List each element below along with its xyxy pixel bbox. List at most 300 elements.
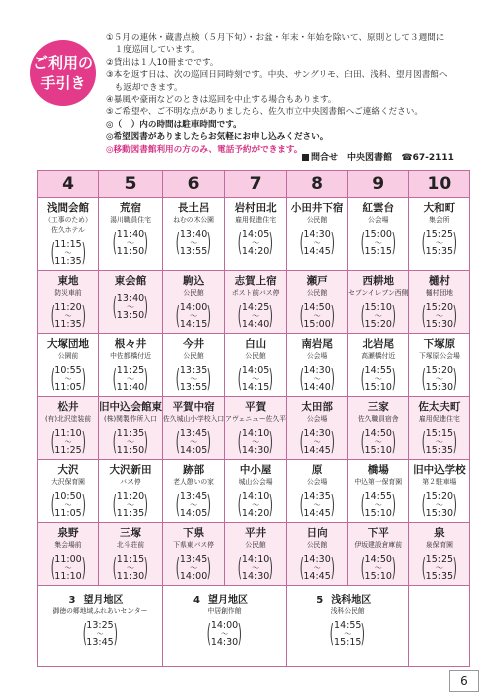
tilde-icon: 〜 bbox=[126, 374, 134, 383]
close-paren-icon: ) bbox=[330, 364, 335, 393]
time-range bbox=[419, 362, 460, 396]
end-time: 15:35 bbox=[425, 570, 454, 582]
start-time: 14:50 bbox=[364, 427, 392, 439]
open-paren-icon: ( bbox=[299, 364, 304, 393]
open-paren-icon: ( bbox=[360, 301, 365, 330]
start-time: 15:25 bbox=[425, 553, 454, 565]
start-time: 11:25 bbox=[116, 364, 145, 376]
time-range bbox=[110, 290, 151, 324]
stop-cell bbox=[409, 397, 470, 460]
stop-cell bbox=[99, 460, 163, 523]
stop-name: 跡部 bbox=[183, 464, 205, 476]
stop-name: 駒込 bbox=[183, 275, 205, 287]
tilde-icon: 〜 bbox=[435, 563, 443, 572]
time-range bbox=[173, 425, 214, 459]
start-time: 11:20 bbox=[116, 490, 145, 502]
time-stack bbox=[180, 230, 207, 257]
day-header: 9 bbox=[348, 171, 409, 198]
stop-name: 佐太夫町 bbox=[418, 401, 461, 413]
close-paren-icon: ) bbox=[81, 364, 86, 393]
start-time: 14:05 bbox=[241, 228, 270, 240]
end-time: 15:10 bbox=[364, 444, 392, 456]
close-paren-icon: ) bbox=[81, 238, 86, 267]
tilde-icon: 〜 bbox=[190, 500, 198, 509]
tilde-icon: 〜 bbox=[64, 248, 72, 257]
time-stack bbox=[242, 303, 269, 330]
end-time: 15:30 bbox=[425, 507, 454, 519]
stop-row bbox=[38, 523, 470, 586]
stop-name: 泉 bbox=[434, 527, 445, 539]
stop-name: 平賀中宿 bbox=[172, 401, 215, 413]
stop-cell bbox=[38, 271, 99, 334]
time-range bbox=[235, 551, 276, 585]
end-time: 14:40 bbox=[241, 318, 270, 330]
time-range bbox=[358, 299, 399, 333]
open-paren-icon: ( bbox=[360, 490, 365, 519]
open-paren-icon: ( bbox=[237, 228, 243, 257]
close-paren-icon: ) bbox=[452, 301, 458, 330]
tilde-icon: 〜 bbox=[64, 437, 72, 446]
stop-place: 老人憩いの家 bbox=[173, 478, 214, 486]
close-paren-icon: ) bbox=[113, 619, 118, 648]
stop-cell bbox=[409, 334, 470, 397]
time-range bbox=[235, 362, 276, 396]
time-stack bbox=[365, 492, 392, 519]
stop-place: 公会場 bbox=[306, 352, 328, 360]
guide-badge bbox=[30, 40, 96, 106]
stop-cell bbox=[38, 334, 99, 397]
close-paren-icon: ) bbox=[391, 228, 397, 257]
time-stack bbox=[117, 555, 144, 582]
note-6: ◎（ ）内の時間は駐車時間です。 bbox=[106, 119, 242, 130]
end-time: 15:30 bbox=[425, 318, 454, 330]
open-paren-icon: ( bbox=[175, 364, 181, 393]
end-time: 11:05 bbox=[54, 507, 82, 519]
stop-cell bbox=[287, 334, 348, 397]
end-time: 11:35 bbox=[54, 255, 82, 267]
start-time: 11:15 bbox=[116, 553, 145, 565]
tilde-icon: 〜 bbox=[64, 311, 72, 320]
tilde-icon: 〜 bbox=[252, 374, 260, 383]
time-range bbox=[48, 236, 89, 270]
stop-name: 西耕地 bbox=[362, 275, 394, 287]
time-stack bbox=[54, 303, 81, 330]
close-paren-icon: ) bbox=[237, 619, 243, 648]
time-range bbox=[358, 551, 399, 585]
end-time: 14:45 bbox=[303, 507, 331, 519]
time-stack bbox=[54, 366, 81, 393]
stop-cell bbox=[409, 523, 470, 586]
time-stack bbox=[334, 621, 361, 648]
stop-cell bbox=[163, 198, 225, 271]
close-paren-icon: ) bbox=[361, 619, 366, 648]
start-time: 11:15 bbox=[54, 238, 82, 250]
stop-name: 大塚団地 bbox=[47, 338, 89, 350]
stop-cell bbox=[38, 460, 99, 523]
time-range bbox=[173, 488, 214, 522]
time-stack bbox=[365, 429, 392, 456]
stop-name: 日向 bbox=[306, 527, 328, 539]
open-paren-icon: ( bbox=[360, 228, 365, 257]
time-stack bbox=[303, 366, 330, 393]
stop-name: 浅間会館 bbox=[47, 202, 89, 214]
area-name: 望月地区 bbox=[208, 595, 249, 606]
note-2: ②貸出は１人10冊までです。 bbox=[106, 57, 219, 68]
time-stack bbox=[54, 429, 81, 456]
stop-place: 集会場前 bbox=[54, 541, 82, 549]
open-paren-icon: ( bbox=[112, 292, 118, 321]
time-range bbox=[48, 488, 89, 522]
area-day: 3 bbox=[68, 595, 76, 606]
square-icon bbox=[302, 154, 309, 161]
stop-cell bbox=[225, 460, 287, 523]
end-time: 11:50 bbox=[116, 245, 145, 257]
stop-place: 北斗荘前 bbox=[116, 541, 145, 549]
close-paren-icon: ) bbox=[143, 427, 149, 456]
close-paren-icon: ) bbox=[143, 553, 149, 582]
close-paren-icon: ) bbox=[268, 228, 274, 257]
time-stack bbox=[211, 621, 238, 648]
open-paren-icon: ( bbox=[299, 490, 304, 519]
time-range bbox=[235, 299, 276, 333]
close-paren-icon: ) bbox=[330, 553, 335, 582]
open-paren-icon: ( bbox=[50, 427, 55, 456]
tilde-icon: 〜 bbox=[313, 238, 321, 247]
time-range bbox=[297, 362, 338, 396]
time-range bbox=[297, 299, 338, 333]
tilde-icon: 〜 bbox=[435, 374, 443, 383]
time-range bbox=[419, 551, 460, 585]
day-header: 10 bbox=[409, 171, 470, 198]
time-stack bbox=[180, 492, 207, 519]
start-time: 15:10 bbox=[364, 301, 392, 313]
stop-name: 太田部 bbox=[301, 401, 333, 413]
contact-tel: ☎67-2111 bbox=[401, 153, 454, 163]
time-stack bbox=[117, 429, 144, 456]
tilde-icon: 〜 bbox=[344, 629, 352, 638]
stop-cell bbox=[409, 198, 470, 271]
stop-row bbox=[38, 198, 470, 271]
time-range bbox=[419, 299, 460, 333]
end-time: 15:10 bbox=[364, 507, 392, 519]
close-paren-icon: ) bbox=[268, 427, 274, 456]
start-time: 13:40 bbox=[179, 228, 208, 240]
stop-name: 下塚原 bbox=[423, 338, 456, 350]
note-5: ⑤ご希望や、ご不明な点がありましたら、佐久市立中央図書館へご連絡ください。 bbox=[106, 107, 423, 118]
close-paren-icon: ) bbox=[206, 228, 212, 257]
area-row bbox=[38, 586, 470, 667]
close-paren-icon: ) bbox=[143, 292, 149, 321]
day-header-row bbox=[38, 171, 470, 198]
stop-name: 志賀上宿 bbox=[234, 275, 277, 287]
stop-place: 湯川職員住宅 bbox=[110, 216, 151, 224]
stop-cell bbox=[163, 397, 225, 460]
tilde-icon: 〜 bbox=[313, 311, 321, 320]
time-range bbox=[358, 226, 399, 260]
tilde-icon: 〜 bbox=[374, 563, 382, 572]
stop-row bbox=[38, 460, 470, 523]
stop-place: 公会場 bbox=[368, 216, 389, 224]
start-time: 10:55 bbox=[54, 364, 82, 376]
stop-name: 樋村 bbox=[428, 275, 450, 287]
stop-place: 集会所 bbox=[429, 216, 450, 224]
start-time: 14:50 bbox=[303, 301, 331, 313]
note-1a: ①５月の連休・蔵書点検（５月下旬）・お盆・年末・年始を除いて、原則として３週間に bbox=[106, 33, 445, 43]
time-range bbox=[173, 362, 214, 396]
close-paren-icon: ) bbox=[391, 427, 397, 456]
tilde-icon: 〜 bbox=[64, 500, 72, 509]
time-stack bbox=[426, 366, 453, 393]
open-paren-icon: ( bbox=[237, 490, 243, 519]
area-place: 浅科公民館 bbox=[330, 607, 365, 615]
end-time: 11:35 bbox=[54, 318, 82, 330]
close-paren-icon: ) bbox=[391, 364, 397, 393]
stop-name: 平井 bbox=[245, 527, 267, 539]
open-paren-icon: ( bbox=[175, 553, 181, 582]
stop-place: 公会場 bbox=[306, 415, 328, 423]
open-paren-icon: ( bbox=[206, 619, 212, 648]
tilde-icon: 〜 bbox=[126, 563, 134, 572]
close-paren-icon: ) bbox=[81, 427, 86, 456]
close-paren-icon: ) bbox=[391, 301, 397, 330]
time-stack bbox=[54, 555, 81, 582]
close-paren-icon: ) bbox=[81, 553, 86, 582]
tilde-icon: 〜 bbox=[252, 500, 260, 509]
area-cell bbox=[38, 586, 163, 667]
stop-place: (株)関製作所入口 bbox=[104, 415, 157, 423]
stop-place: 下塚原公会場 bbox=[418, 352, 460, 360]
time-stack bbox=[365, 230, 392, 257]
time-range bbox=[110, 551, 151, 585]
close-paren-icon: ) bbox=[268, 364, 274, 393]
time-stack bbox=[242, 555, 269, 582]
stop-place: 伊坂建設倉庫前 bbox=[354, 541, 403, 549]
stop-place: 公民館 bbox=[183, 352, 204, 360]
stop-cell bbox=[38, 397, 99, 460]
area-heading bbox=[287, 591, 408, 606]
close-paren-icon: ) bbox=[330, 490, 335, 519]
time-range bbox=[204, 617, 245, 651]
open-paren-icon: ( bbox=[421, 364, 426, 393]
start-time: 14:55 bbox=[334, 619, 362, 631]
start-time: 14:30 bbox=[303, 553, 331, 565]
tilde-icon: 〜 bbox=[374, 500, 382, 509]
tilde-icon: 〜 bbox=[374, 437, 382, 446]
tilde-icon: 〜 bbox=[313, 437, 321, 446]
stop-cell bbox=[287, 523, 348, 586]
open-paren-icon: ( bbox=[299, 427, 304, 456]
start-time: 14:00 bbox=[179, 301, 208, 313]
open-paren-icon: ( bbox=[112, 553, 118, 582]
open-paren-icon: ( bbox=[112, 228, 118, 257]
open-paren-icon: ( bbox=[421, 427, 426, 456]
stop-name: 三塚 bbox=[120, 527, 141, 539]
close-paren-icon: ) bbox=[268, 553, 274, 582]
stop-name: 根々井 bbox=[114, 338, 147, 350]
time-range bbox=[297, 425, 338, 459]
stop-name: 荒宿 bbox=[120, 202, 141, 214]
time-range bbox=[235, 425, 276, 459]
close-paren-icon: ) bbox=[330, 427, 335, 456]
end-time: 14:15 bbox=[241, 381, 270, 393]
close-paren-icon: ) bbox=[206, 427, 212, 456]
stop-cell bbox=[99, 334, 163, 397]
close-paren-icon: ) bbox=[330, 301, 335, 330]
tilde-icon: 〜 bbox=[190, 374, 198, 383]
stop-cell bbox=[225, 198, 287, 271]
tilde-icon: 〜 bbox=[190, 563, 198, 572]
end-time: 14:05 bbox=[179, 444, 208, 456]
time-stack bbox=[426, 429, 453, 456]
stop-name: 平賀 bbox=[245, 401, 267, 413]
note-7: ◎希望図書がありましたらお気軽にお申し込みください。 bbox=[106, 132, 329, 143]
time-stack bbox=[54, 240, 81, 267]
area-cell bbox=[163, 586, 287, 667]
open-paren-icon: ( bbox=[50, 490, 55, 519]
end-time: 14:20 bbox=[241, 245, 270, 257]
stop-cell bbox=[287, 397, 348, 460]
empty-cell bbox=[409, 586, 470, 667]
time-stack bbox=[365, 303, 392, 330]
start-time: 14:05 bbox=[241, 364, 270, 376]
open-paren-icon: ( bbox=[175, 301, 181, 330]
time-stack bbox=[117, 230, 144, 257]
time-stack bbox=[303, 555, 330, 582]
start-time: 13:45 bbox=[179, 427, 208, 439]
end-time: 14:15 bbox=[179, 318, 208, 330]
time-range bbox=[173, 299, 214, 333]
start-time: 14:55 bbox=[364, 490, 392, 502]
stop-name: 下県 bbox=[183, 527, 205, 539]
end-time: 14:00 bbox=[179, 570, 208, 582]
time-stack bbox=[180, 555, 207, 582]
time-range bbox=[173, 226, 214, 260]
day-header: 5 bbox=[99, 171, 163, 198]
stop-name: 下平 bbox=[367, 527, 389, 539]
time-range bbox=[297, 488, 338, 522]
stop-name: 松井 bbox=[57, 401, 79, 413]
start-time: 13:40 bbox=[116, 292, 145, 304]
stop-place: ポスト前バス停 bbox=[231, 289, 280, 297]
time-range bbox=[48, 362, 89, 396]
open-paren-icon: ( bbox=[112, 427, 118, 456]
stop-place: 防災車前 bbox=[54, 289, 82, 297]
open-paren-icon: ( bbox=[421, 553, 426, 582]
note-3b: も返却できます。 bbox=[106, 82, 183, 93]
time-stack bbox=[54, 492, 81, 519]
tilde-icon: 〜 bbox=[126, 302, 134, 311]
stop-place: 公民館 bbox=[183, 289, 204, 297]
stop-place: (有)北沢塗装前 bbox=[44, 415, 92, 423]
stop-cell bbox=[163, 460, 225, 523]
tilde-icon: 〜 bbox=[313, 500, 321, 509]
stop-place: バス停 bbox=[120, 478, 141, 486]
stop-place: 雇用促進住宅 bbox=[235, 216, 277, 224]
stop-cell bbox=[225, 334, 287, 397]
open-paren-icon: ( bbox=[299, 553, 304, 582]
end-time: 11:40 bbox=[116, 381, 145, 393]
stop-cell bbox=[348, 334, 409, 397]
tilde-icon: 〜 bbox=[252, 437, 260, 446]
open-paren-icon: ( bbox=[175, 490, 181, 519]
stop-name: 小田井下宿 bbox=[290, 202, 344, 214]
start-time: 15:20 bbox=[425, 490, 454, 502]
time-range bbox=[80, 617, 121, 651]
time-range bbox=[48, 299, 89, 333]
stop-cell bbox=[225, 523, 287, 586]
time-range bbox=[235, 226, 276, 260]
end-time: 15:15 bbox=[334, 636, 362, 648]
tilde-icon: 〜 bbox=[374, 374, 382, 383]
stop-name: 長土呂 bbox=[177, 202, 210, 214]
time-range bbox=[297, 551, 338, 585]
area-place: 中居創作館 bbox=[207, 607, 242, 615]
tilde-icon: 〜 bbox=[126, 437, 134, 446]
close-paren-icon: ) bbox=[143, 228, 149, 257]
stop-name: 泉野 bbox=[57, 527, 79, 539]
stop-name: 白山 bbox=[245, 338, 267, 350]
stop-cell bbox=[99, 198, 163, 271]
close-paren-icon: ) bbox=[206, 490, 212, 519]
stop-place: 公民館 bbox=[245, 541, 266, 549]
open-paren-icon: ( bbox=[50, 301, 55, 330]
end-time: 15:10 bbox=[364, 570, 392, 582]
stop-place: 中込第一保育園 bbox=[354, 478, 403, 486]
end-time: 11:25 bbox=[54, 444, 82, 456]
time-range bbox=[110, 362, 151, 396]
open-paren-icon: ( bbox=[112, 364, 118, 393]
stop-name: 東会館 bbox=[114, 275, 147, 287]
end-time: 11:30 bbox=[116, 570, 145, 582]
tilde-icon: 〜 bbox=[435, 500, 443, 509]
contact-label: 問合せ 中央図書館 bbox=[311, 153, 393, 163]
start-time: 14:00 bbox=[210, 619, 239, 631]
tilde-icon: 〜 bbox=[190, 437, 198, 446]
stop-cell bbox=[38, 523, 99, 586]
time-range bbox=[110, 488, 151, 522]
end-time: 14:20 bbox=[241, 507, 270, 519]
end-time: 14:30 bbox=[241, 570, 270, 582]
close-paren-icon: ) bbox=[452, 553, 458, 582]
start-time: 15:20 bbox=[425, 364, 454, 376]
end-time: 14:45 bbox=[303, 570, 331, 582]
end-time: 15:20 bbox=[364, 318, 392, 330]
area-cell bbox=[287, 586, 409, 667]
start-time: 15:20 bbox=[425, 301, 454, 313]
day-header: 8 bbox=[287, 171, 348, 198]
time-stack bbox=[242, 366, 269, 393]
time-range bbox=[327, 617, 368, 651]
stop-cell bbox=[225, 271, 287, 334]
stop-place: 公民館 bbox=[306, 289, 328, 297]
end-time: 14:45 bbox=[303, 444, 331, 456]
stop-cell bbox=[163, 334, 225, 397]
start-time: 11:20 bbox=[54, 301, 82, 313]
time-stack bbox=[180, 366, 207, 393]
start-time: 13:45 bbox=[179, 490, 208, 502]
stop-place: 佐久職員宿舎 bbox=[357, 415, 399, 423]
close-paren-icon: ) bbox=[143, 364, 149, 393]
stop-cell bbox=[99, 271, 163, 334]
time-stack bbox=[117, 366, 144, 393]
badge-line1: ご利用の bbox=[32, 54, 93, 72]
stop-place: 下県東バス停 bbox=[173, 541, 214, 549]
close-paren-icon: ) bbox=[206, 553, 212, 582]
stop-place: 第２駐車場 bbox=[422, 478, 457, 486]
stop-name: 大和町 bbox=[423, 202, 456, 214]
area-day: 5 bbox=[316, 595, 324, 606]
stop-place: ねむの木公園 bbox=[173, 216, 214, 224]
